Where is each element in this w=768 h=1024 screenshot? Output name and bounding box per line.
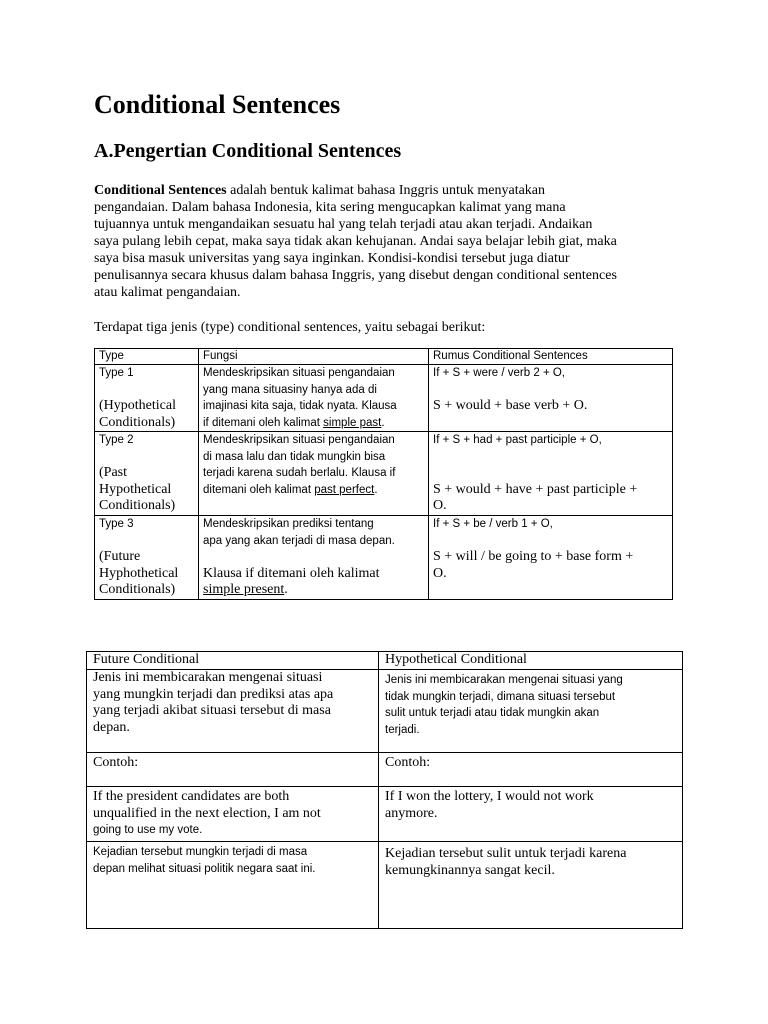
fungsi-text: ditemani oleh kalimat: [203, 483, 315, 496]
table-row: [95, 432, 673, 516]
contoh-label: Contoh:: [379, 753, 683, 787]
example-line: If I won the lottery, I would not work: [385, 789, 594, 804]
definition-line: terjadi.: [385, 723, 420, 736]
rumus-main-clause: O.: [433, 565, 447, 581]
intro-line: penulisannya secara khusus dalam bahasa Inggris, yang disebut dengan conditional sentences: [94, 268, 617, 283]
intro-line: tujuannya untuk mengandaikan sesuatu hal yang telah terjadi atau akan terjadi. Andaikan: [94, 217, 593, 232]
type-label: Type 3: [99, 518, 134, 530]
intro-line: kita sering mengucapkan kalimat yang mana: [312, 200, 566, 215]
definition-line: depan.: [93, 719, 130, 735]
header-hypothetical: Hypothetical Conditional: [379, 652, 683, 670]
type-desc: Conditionals): [99, 498, 176, 513]
example-line: going to use my vote.: [93, 824, 203, 836]
contoh-label: Contoh:: [87, 753, 379, 787]
fungsi-line: di masa lalu dan tidak mungkin bisa: [203, 450, 386, 463]
type-desc: (Future: [99, 549, 141, 564]
fungsi-line: Mendeskripsikan situasi pengandaian: [203, 367, 395, 379]
conditional-types-table: [94, 348, 673, 600]
table-row: [87, 670, 683, 753]
note-line: kemungkinannya sangat kecil.: [385, 862, 555, 878]
header-fungsi: Fungsi: [199, 349, 429, 365]
tense-term: simple present: [203, 582, 285, 597]
fungsi-line: [203, 482, 428, 499]
fungsi-line: Mendeskripsikan situasi pengandaian: [203, 434, 395, 446]
type-label: Type 2: [99, 434, 134, 446]
header-rumus: Rumus Conditional Sentences: [429, 349, 673, 365]
fungsi-line: [203, 415, 428, 432]
type-desc: Hypothetical: [99, 481, 172, 497]
table-row: [95, 516, 673, 600]
header-type: Type: [95, 349, 199, 365]
rumus-main-clause: O.: [433, 498, 447, 513]
fungsi-line: terjadi karena sudah berlalu. Klausa if: [203, 467, 396, 479]
page-title: Conditional Sentences: [94, 90, 341, 119]
example-line: unqualified in the next election, I am not: [93, 805, 321, 821]
intro-bold-term: Conditional Sentences: [94, 183, 227, 198]
section-heading: A.Pengertian Conditional Sentences: [94, 140, 402, 162]
fungsi-line: apa yang akan terjadi di masa depan.: [203, 534, 395, 547]
definition-line: tidak mungkin terjadi, dimana situasi tersebut: [385, 690, 616, 703]
definition-line: Jenis ini membicarakan mengenai situasi: [93, 670, 323, 685]
type-desc: Conditionals): [99, 414, 176, 430]
fungsi-text: .: [284, 582, 288, 597]
header-future: Future Conditional: [87, 652, 379, 670]
definition-line: yang mungkin terjadi dan prediksi atas apa: [93, 686, 334, 702]
definition-line: sulit untuk terjadi atau tidak mungkin akan: [385, 707, 600, 719]
fungsi-line: Mendeskripsikan prediksi tentang: [203, 518, 374, 530]
example-line: If the president candidates are both: [93, 789, 290, 804]
fungsi-line: [203, 582, 428, 599]
rumus-if-clause: If + S + had + past participle + O,: [433, 434, 602, 446]
fungsi-line: yang mana situasiny hanya ada di: [203, 383, 377, 396]
type-desc: Conditionals): [99, 582, 176, 597]
rumus-main-clause: S + would + have + past participle +: [433, 481, 638, 497]
table-header-row: [87, 652, 683, 670]
table-lead-text: Terdapat tiga jenis (type) conditional sentences, yaitu sebagai berikut:: [94, 320, 486, 335]
intro-line: saya bisa masuk universitas yang saya inginkan. Kondisi-kondisi tersebut juga diatur: [94, 251, 570, 266]
note-line: Kejadian tersebut mungkin terjadi di masa: [93, 846, 308, 858]
fungsi-text: if ditemani oleh kalimat: [203, 416, 324, 429]
type-desc: (Hypothetical: [99, 398, 176, 413]
intro-line: pengandaian. Dalam bahasa Indonesia: [94, 200, 309, 215]
fungsi-text: .: [381, 416, 385, 429]
fungsi-line: Klausa if ditemani oleh kalimat: [203, 565, 380, 581]
table-row: [87, 787, 683, 842]
intro-line: adalah bentuk kalimat bahasa Inggris untuk menyatakan: [226, 183, 546, 198]
rumus-main-clause: S + would + base verb + O.: [433, 398, 588, 413]
note-line: depan melihat situasi politik negara saat ini.: [93, 862, 316, 875]
future-vs-hypothetical-table: [86, 651, 683, 929]
table-row: [87, 842, 683, 929]
intro-paragraph: [94, 182, 672, 301]
type-desc: (Past: [99, 465, 127, 480]
type-label: Type 1: [99, 367, 134, 379]
intro-line: atau kalimat pengandaian.: [94, 285, 241, 300]
table-row: [95, 365, 673, 432]
example-line: anymore.: [385, 805, 438, 821]
table-header-row: [95, 349, 673, 365]
table-row: [87, 753, 683, 787]
tense-term: simple past: [323, 416, 382, 429]
type-desc: Hyphothetical: [99, 565, 179, 581]
tense-term: past perfect: [314, 483, 375, 496]
intro-line: saya pulang lebih cepat, maka saya tidak akan kehujanan. Andai saya belajar lebih giat, maka: [94, 234, 617, 249]
definition-line: Jenis ini membicarakan mengenai situasi yang: [385, 674, 623, 686]
rumus-if-clause: If + S + be / verb 1 + O,: [433, 518, 553, 530]
rumus-if-clause: If + S + were / verb 2 + O,: [433, 367, 565, 379]
definition-line: yang terjadi akibat situasi tersebut di masa: [93, 703, 331, 718]
rumus-main-clause: S + will / be going to + base form +: [433, 549, 634, 564]
document-body: [94, 88, 674, 336]
intro-underlined-comma: ,: [308, 200, 313, 215]
note-line: Kejadian tersebut sulit untuk terjadi karena: [385, 846, 627, 861]
fungsi-line: imajinasi kita saja, tidak nyata. Klausa: [203, 400, 397, 412]
fungsi-text: .: [374, 483, 378, 496]
